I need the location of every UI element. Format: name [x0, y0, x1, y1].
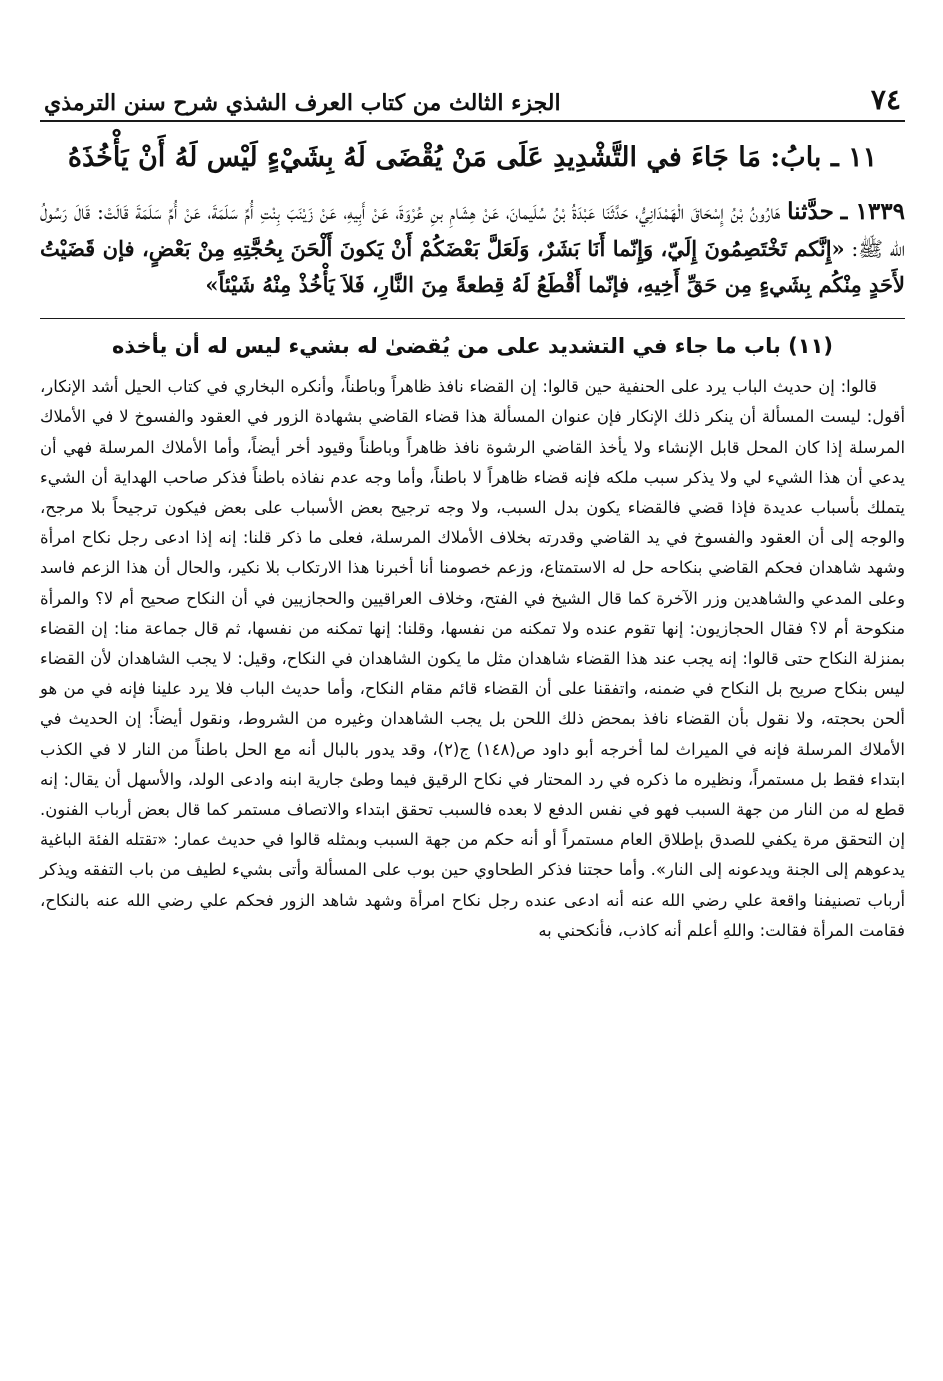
hadith-haddathana: حدَّثنا: [787, 198, 834, 226]
commentary-text: قالوا: إن حديث الباب يرد على الحنفية حين قالوا: إن القضاء نافذ ظاهراً وباطناً، وأنكره البخاري في كتاب الحيل أشد الإنكار، أقول: ليست المسألة أن ينكر ذلك الإنكار فإن عنوان المسألة هذا قضاء القاضي بشهادة الزور في العقود والفسوخ لا في الأملاك المرسلة إذا كان المحل قابل الإنشاء ولا يأخذ القاضي الرشوة نافذ ظاهراً وباطناً وقيود أخر أيضاً، وأما الأملاك المرسلة فهي أن يدعي أن هذا الشيء لي ولا يذكر سبب ملكه فإنه قضاء ظاهراً لا باطناً، وأما وجه عدم نفاذه باطناً فذكر صاحب الهداية أن الشيء يتملك بأسباب عديدة فإذا قضي فالقضاء يكون بدل السبب، ولا وجه ترجيح بعض الأسباب على بعض فيكون ترجيحاً بلا مرجح، والوجه إلى أن العقود والفسوخ في يد القاضي وقدرته بخلاف الأملاك المرسلة، فعلى ما ذكر قلنا: إنه إذا ادعى رجل نكاح امرأة وشهد شاهدان فحكم القاضي بنكاحه حل له الاستمتاع، وزعم خصومنا أنا أخبرنا هذا الارتكاب بلا نكير، والحال أن هذا الزعم فاسد وعلى المدعي والشاهدين وزر الآخرة كما قال الشيخ في الفتح، وخلاف العراقيين والحجازيين في أن النكاح صحيح أم لا؟ والمرأة منكوحة أم لا؟ فقال الحجازيون: إنها تقوم عنده ولا تمكنه من نفسها، وقلنا: إنها تمكنه من نفسها، ثم قال جماعة منا: إن القضاء بمنزلة النكاح حتى قالوا: إنه يجب عند هذا القضاء شاهدان مثل ما يكون الشاهدان في النكاح، وقيل: لا يجب الشاهدان لأن القضاء ليس بنكاح صريح بل النكاح في ضمنه، واتفقنا على أن القضاء قائم مقام النكاح، وأما حديث الباب فلا يرد علينا فإنه في من هو ألحن بحجته، ولا نقول بأن القضاء نافذ بمحض ذلك اللحن بل يجب الشاهدان وغيره من الشروط، ونقول أيضاً: إن الحديث في الأملاك المرسلة فإنه في الميراث لما أخرجه أبو داود ص(١٤٨) ج(٢)، وقد يدور بالبال أنه مع الحل باطناً من النار لا في الكذب ابتداء فقط بل مستمراً، ونظيره ما ذكره في رد المحتار في نكاح الرقيق فيما وطئ جارية ابنه وادعى الولد، والأسهل أن يقال: إنه قطع له من النار من جهة السبب فهو في نفس الدفع لا بعده فالسبب تحقق ابتداء والاتصاف مستمر كما قال بعض أرباب الفنون. إن التحقق مرة يكفي للصدق بإطلاق العام مستمراً أو أنه حكم من جهة السبب وبمثله قالوا في حديث عمار: «تقتله الفئة الباغية يدعوهم إلى الجنة ويدعونه إلى النار». وأما حجتنا فذكر الطحاوي حين بوب على المسألة وأتى بشيء لطيف من باب التفقه ويذكر أرباب تصنيفنا واقعة علي رضي الله عنه أنه ادعى عنده رجل نكاح امرأة وشهد شاهد الزور فحكم علي رضي الله عنه بالنكاح، فقامت المرأة فقالت: واللهِ أعلم أنه كاذب، فأنكحني به: [40, 377, 905, 940]
hadith-number: ١٣٣٩ ـ: [840, 198, 905, 226]
section-divider: [40, 318, 905, 319]
hadith-isnad: هَارُونُ بْنُ إِسْحَاقَ الْهَمْدَانِيُّ، حَدَّثَنَا عَبْدَةُ بْنُ سُلَيمانَ، عَنْ هِشَامِ بنِ عُرْوَةَ، عَنْ أَبِيهِ، عَنْ زَيْنَبَ بِنْتِ أُمِّ سَلَمَةَ، عَنْ أُمِّ سَلَمَةَ قَالَتْ: قَالَ رَسُولُ الله ﷺ:: [40, 200, 905, 261]
commentary-title: (١١) باب ما جاء في التشديد على من يُقضىٰ له بشيء ليس له أن يأخذه: [111, 333, 834, 358]
chapter-title: ١١ ـ بابُ: مَا جَاءَ في التَّشْدِيدِ عَلَى مَنْ يُقْضَى لَهُ بِشَيْءٍ لَيْس لَهُ أَنْ يَأْخُذَهُ: [67, 142, 878, 173]
page-number: ٧٤: [870, 83, 901, 116]
running-title: الجزء الثالث من كتاب العرف الشذي شرح سنن الترمذي: [44, 90, 561, 116]
page-header: [40, 70, 905, 122]
document-page: [40, 70, 905, 946]
hadith-text: [40, 194, 905, 304]
hadith-matn: «إِنَّكم تَخْتَصِمُونَ إِلَيّ، وَإِنّما أَنَا بَشَرٌ، وَلَعَلَّ بَعْضَكُمْ أَنْ يَكونَ أَلْحَنَ بِحُجَّتِهِ مِنْ بَعْضٍ، فإن قَضَيْتُ لأَحَدٍ مِنْكُم بِشَيءٍ مِن حَقِّ أَخِيهِ، فإنّما أَقْطَعُ لَهُ قِطعةً مِنَ النَّارِ، فَلاَ يَأْخُذْ مِنْهُ شَيْئاً»: [40, 235, 905, 298]
